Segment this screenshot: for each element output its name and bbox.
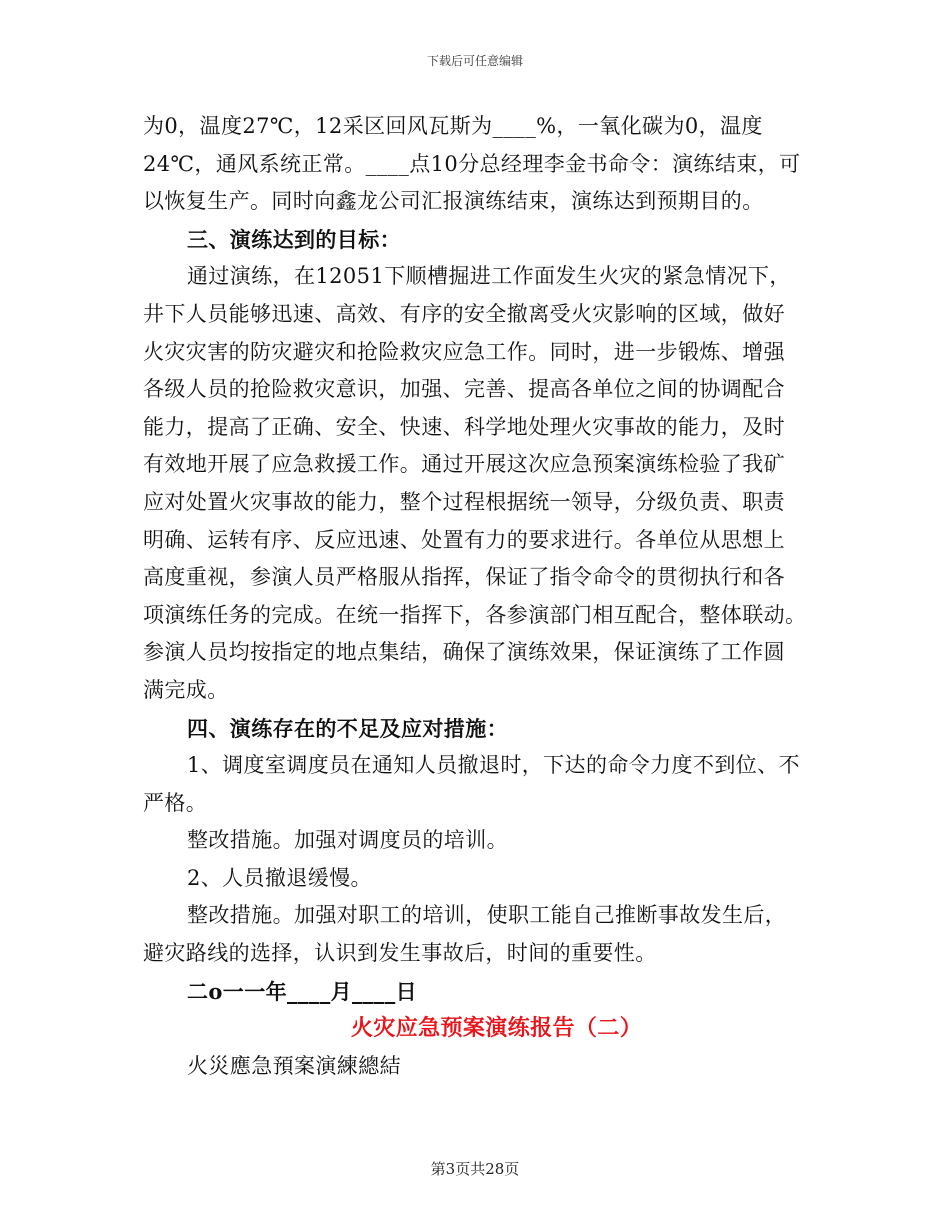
page-footer: 第3页共28页 xyxy=(430,1160,520,1178)
paragraph-line: 各级人员的抢险救灾意识，加强、完善、提高各单位之间的协调配合 xyxy=(143,377,785,402)
paragraph-line: 明确、运转有序、反应迅速、处置有力的要求进行。各单位从思想上 xyxy=(143,527,785,552)
paragraph-line: 项演练任务的完成。在统一指挥下，各参演部门相互配合，整体联动。 xyxy=(143,602,807,627)
paragraph-line: 2、人员撤退缓慢。 xyxy=(187,865,372,890)
subtitle-line: 火災應急預案演練總結 xyxy=(187,1053,401,1078)
paragraph-line: 满完成。 xyxy=(143,677,229,702)
section-heading-goals: 三、演练达到的目标： xyxy=(187,226,401,252)
paragraph-line: 参演人员均按指定的地点集结，确保了演练效果，保证演练了工作圆 xyxy=(143,640,785,665)
paragraph-line: 整改措施。加强对职工的培训，使职工能自己推断事故发生后， xyxy=(187,903,787,928)
document-body xyxy=(143,108,810,1085)
paragraph-line: 严格。 xyxy=(143,790,208,815)
page-header: 下载后可任意编辑 xyxy=(426,54,523,68)
paragraph-line: 有效地开展了应急救援工作。通过开展这次应急预案演练检验了我矿 xyxy=(143,452,785,477)
paragraph-line: 应对处置火灾事故的能力，整个过程根据统一领导，分级负责、职责 xyxy=(143,489,785,514)
paragraph-line: 井下人员能够迅速、高效、有序的安全撤离受火灾影响的区域，做好 xyxy=(143,301,785,326)
report-title: 火灾应急预案演练报告（二） xyxy=(350,1015,643,1042)
paragraph-line: 整改措施。加强对调度员的培训。 xyxy=(187,828,508,853)
paragraph-line: 1、调度室调度员在通知人员撤退时，下达的命令力度不到位、不 xyxy=(187,753,800,778)
section-heading-shortcomings: 四、演练存在的不足及应对措施： xyxy=(187,715,508,741)
paragraph-line: 为0，温度27℃，12采区回风瓦斯为____%，一氧化碳为0，温度 xyxy=(143,114,763,138)
paragraph-line: 火灾灾害的防灾避灾和抢险救灾应急工作。同时，进一步锻炼、增强 xyxy=(143,339,785,364)
paragraph-line: 高度重视，参演人员严格服从指挥，保证了指令命令的贯彻执行和各 xyxy=(143,565,785,590)
paragraph-line: 能力，提高了正确、安全、快速、科学地处理火灾事故的能力，及时 xyxy=(143,414,785,439)
date-line: 二o一一年____月____日 xyxy=(187,978,418,1004)
paragraph-line: 24℃，通风系统正常。____点10分总经理李金书命令：演练结束，可 xyxy=(143,151,801,176)
paragraph-line: 避灾路线的选择，认识到发生事故后，时间的重要性。 xyxy=(143,941,657,966)
paragraph-line: 通过演练，在12051下顺槽掘进工作面发生火灾的紧急情况下， xyxy=(187,264,791,289)
paragraph-line: 以恢复生产。同时向鑫龙公司汇报演练结束，演练达到预期目的。 xyxy=(143,189,764,214)
